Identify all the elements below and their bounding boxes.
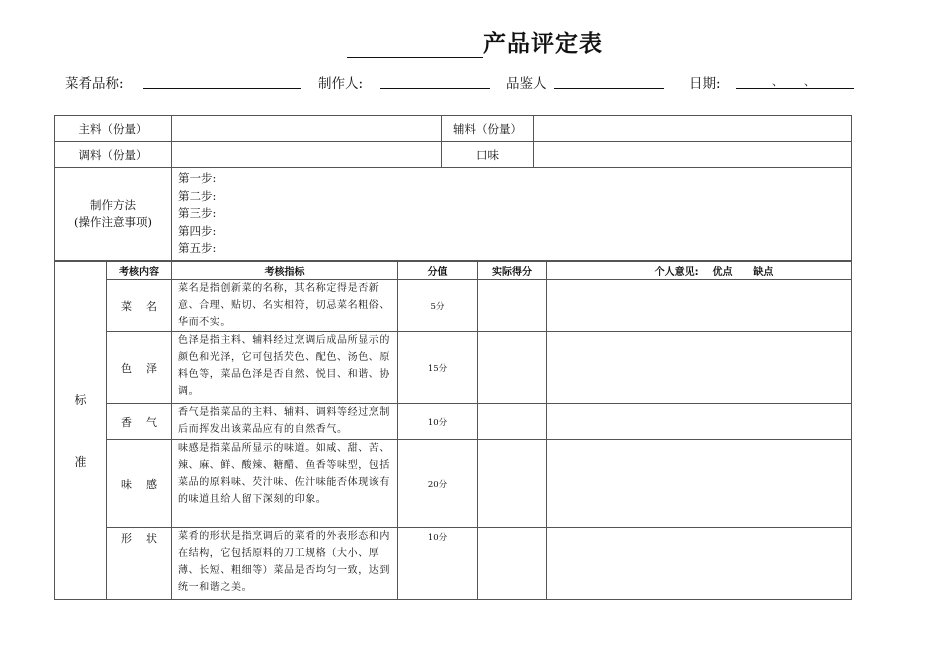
opinion-field[interactable] [547,280,852,332]
step-5: 第五步: [178,241,217,256]
criterion-score: 20分 [398,440,478,528]
table-row [55,440,852,528]
opinion-field[interactable] [547,528,852,600]
criterion-name: 香气 [107,404,172,440]
step-3: 第三步: [178,206,217,221]
criterion-desc: 香气是指菜品的主料、辅料、调料等经过烹制后而挥发出该菜品应有的自然香气。 [172,404,398,440]
table-row [55,528,852,600]
standard-char-2: 准 [74,454,87,469]
main-ingredient-field[interactable] [172,116,442,142]
taste-label: 口味 [442,142,534,168]
criterion-desc: 菜肴的形状是指烹调后的菜肴的外表形态和内在结构，它包括原料的刀工规格（大小、厚薄、长短、粗细等）菜品是否均匀一致，达到统一和谐之美。 [172,528,398,600]
criterion-score: 10分 [398,404,478,440]
actual-score-field[interactable] [478,332,547,404]
taster-field[interactable] [554,74,664,89]
page-title: 产品评定表 [483,31,603,57]
step-1: 第一步: [178,171,217,186]
criterion-name: 菜名 [107,280,172,332]
dish-name-label: 菜肴品称: [65,76,124,92]
seasoning-field[interactable] [172,142,442,168]
table-row [55,280,852,332]
header-score: 分值 [398,262,478,280]
opinion-field[interactable] [547,404,852,440]
date-separator: 、 [772,75,783,88]
criterion-name: 味感 [107,440,172,528]
dish-name-field[interactable] [143,74,301,89]
criterion-name: 色泽 [107,332,172,404]
ingredients-table [54,115,852,261]
criterion-score: 15分 [398,332,478,404]
method-label-line1: 制作方法 [90,198,136,212]
seasoning-label: 调料（份量） [55,142,172,168]
step-2: 第二步: [178,188,217,203]
header-item: 考核内容 [107,262,172,280]
actual-score-field[interactable] [478,404,547,440]
method-label [55,168,172,261]
criterion-score: 10分 [398,528,478,600]
date-separator: 、 [804,75,815,88]
taste-field[interactable] [534,142,852,168]
standard-char-1: 标 [74,392,87,407]
maker-label: 制作人: [318,76,364,92]
step-4: 第四步: [178,223,217,238]
criterion-score: 5分 [398,280,478,332]
evaluation-table [54,261,852,600]
taster-label: 品鉴人 [506,76,547,92]
maker-field[interactable] [380,74,490,89]
table-row [55,404,852,440]
opinion-field[interactable] [547,332,852,404]
criterion-name: 形状 [107,528,172,600]
aux-ingredient-field[interactable] [534,116,852,142]
header-actual: 实际得分 [478,262,547,280]
date-field[interactable] [736,74,854,89]
criterion-desc: 味感是指菜品所显示的味道。如咸、甜、苦、辣、麻、鲜、酸辣、糖醋、鱼香等味型，包括菜品的原料味、芡汁味、佐汁味能否体现该有的味道且给人留下深刻的印象。 [172,440,398,528]
header-indicator: 考核指标 [172,262,398,280]
main-ingredient-label: 主料（份量） [55,116,172,142]
actual-score-field[interactable] [478,280,547,332]
standard-label [55,262,107,600]
aux-ingredient-label: 辅料（份量） [442,116,534,142]
criterion-desc: 菜名是指创新菜的名称，其名称定得是否新意、合理、贴切、名实相符，切忌菜名粗俗、华而不实。 [172,280,398,332]
actual-score-field[interactable] [478,528,547,600]
title-blank-line [347,31,483,58]
criterion-desc: 色泽是指主料、辅料经过烹调后成品所显示的颜色和光泽，它可包括芡色、配色、汤色、原料色等，菜品色泽是否自然、悦目、和谐、协调。 [172,332,398,404]
method-steps[interactable] [172,168,852,261]
opinion-field[interactable] [547,440,852,528]
actual-score-field[interactable] [478,440,547,528]
title-row [0,30,950,64]
header-opinion: 个人意见: 优点 缺点 [547,262,852,280]
table-row [55,332,852,404]
method-label-line2: (操作注意事项) [74,215,152,229]
date-label: 日期: [689,76,721,92]
